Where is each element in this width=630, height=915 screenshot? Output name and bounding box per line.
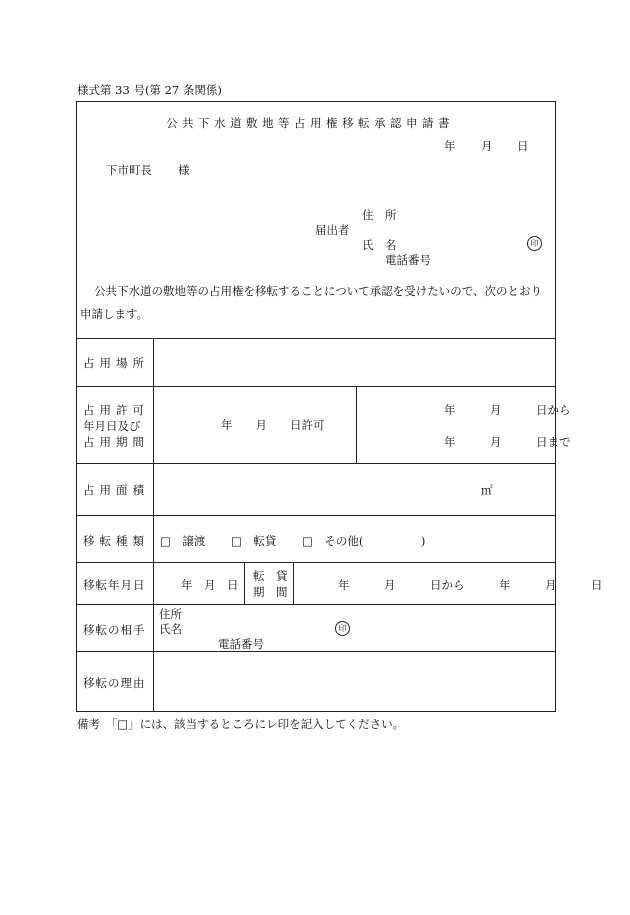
applicant-seal-icon: 印 xyxy=(527,236,542,251)
applicant-address-label: 住 所 xyxy=(362,208,397,222)
permit-label-line-1: 占用許可 xyxy=(83,403,149,417)
permit-date-text: 年 月 日許可 xyxy=(221,418,325,432)
statement-line-2: 申請します。 xyxy=(80,307,149,321)
counterparty-address-label: 住所 xyxy=(159,607,182,621)
permit-label-line-2: 年月日及び xyxy=(83,419,141,433)
reason-label: 移転の理由 xyxy=(83,676,146,690)
transfer-date-label: 移転年月日 xyxy=(83,578,146,592)
date-year-label: 年 xyxy=(444,139,456,153)
counterparty-phone-label: 電話番号 xyxy=(218,637,264,651)
permit-to-text: 年 月 日まで xyxy=(444,435,571,449)
date-day-label: 日 xyxy=(517,139,529,153)
area-label: 占用面積 xyxy=(83,483,149,497)
permit-label-line-3: 占用期間 xyxy=(83,435,149,449)
row-divider xyxy=(76,604,556,605)
sublease-period-text: 年 月 日から 年 月 日 xyxy=(338,578,603,592)
transfer-date-text: 年 月 日 xyxy=(181,578,239,592)
place-label: 占用場所 xyxy=(83,356,149,370)
row-divider xyxy=(76,386,556,387)
counterparty-name-label: 氏名 xyxy=(159,622,182,636)
statement-line-1: 公共下水道の敷地等の占用権を移転することについて承認を受けたいので、次のとおり xyxy=(94,284,543,298)
sublease-period-divider xyxy=(293,562,294,604)
area-unit: ㎡ xyxy=(481,483,493,497)
label-column-divider xyxy=(153,338,154,712)
applicant-name-label: 氏 名 xyxy=(362,238,397,252)
counterparty-label: 移転の相手 xyxy=(83,623,146,637)
transfer-date-divider xyxy=(244,562,245,604)
counterparty-seal-icon: 印 xyxy=(335,621,350,636)
type-option-sublease[interactable]: □ 転貸 xyxy=(231,534,277,548)
applicant-phone-label: 電話番号 xyxy=(385,253,431,267)
date-month-label: 月 xyxy=(481,139,493,153)
row-divider xyxy=(76,515,556,516)
permit-row-divider xyxy=(356,386,357,463)
remarks-note: 備考 「□」には、該当するところにレ印を記入してください。 xyxy=(77,717,405,731)
addressee-honorific: 様 xyxy=(178,163,190,177)
permit-from-text: 年 月 日から xyxy=(444,403,571,417)
type-option-transfer[interactable]: □ 譲渡 xyxy=(160,534,206,548)
sublease-period-label-line-1: 転 貸 xyxy=(253,569,288,583)
row-divider xyxy=(76,338,556,339)
form-number: 様式第 33 号(第 27 条関係) xyxy=(77,83,222,97)
addressee-name: 下市町長 xyxy=(106,163,152,177)
type-label: 移転種類 xyxy=(83,534,149,548)
applicant-label: 届出者 xyxy=(315,223,350,237)
row-divider xyxy=(76,651,556,652)
sublease-period-label-line-2: 期 間 xyxy=(253,585,288,599)
type-option-other[interactable]: □ その他( ) xyxy=(302,534,426,548)
form-title: 公共下水道敷地等占用権移転承認申請書 xyxy=(166,116,454,130)
row-divider xyxy=(76,562,556,563)
row-divider xyxy=(76,463,556,464)
